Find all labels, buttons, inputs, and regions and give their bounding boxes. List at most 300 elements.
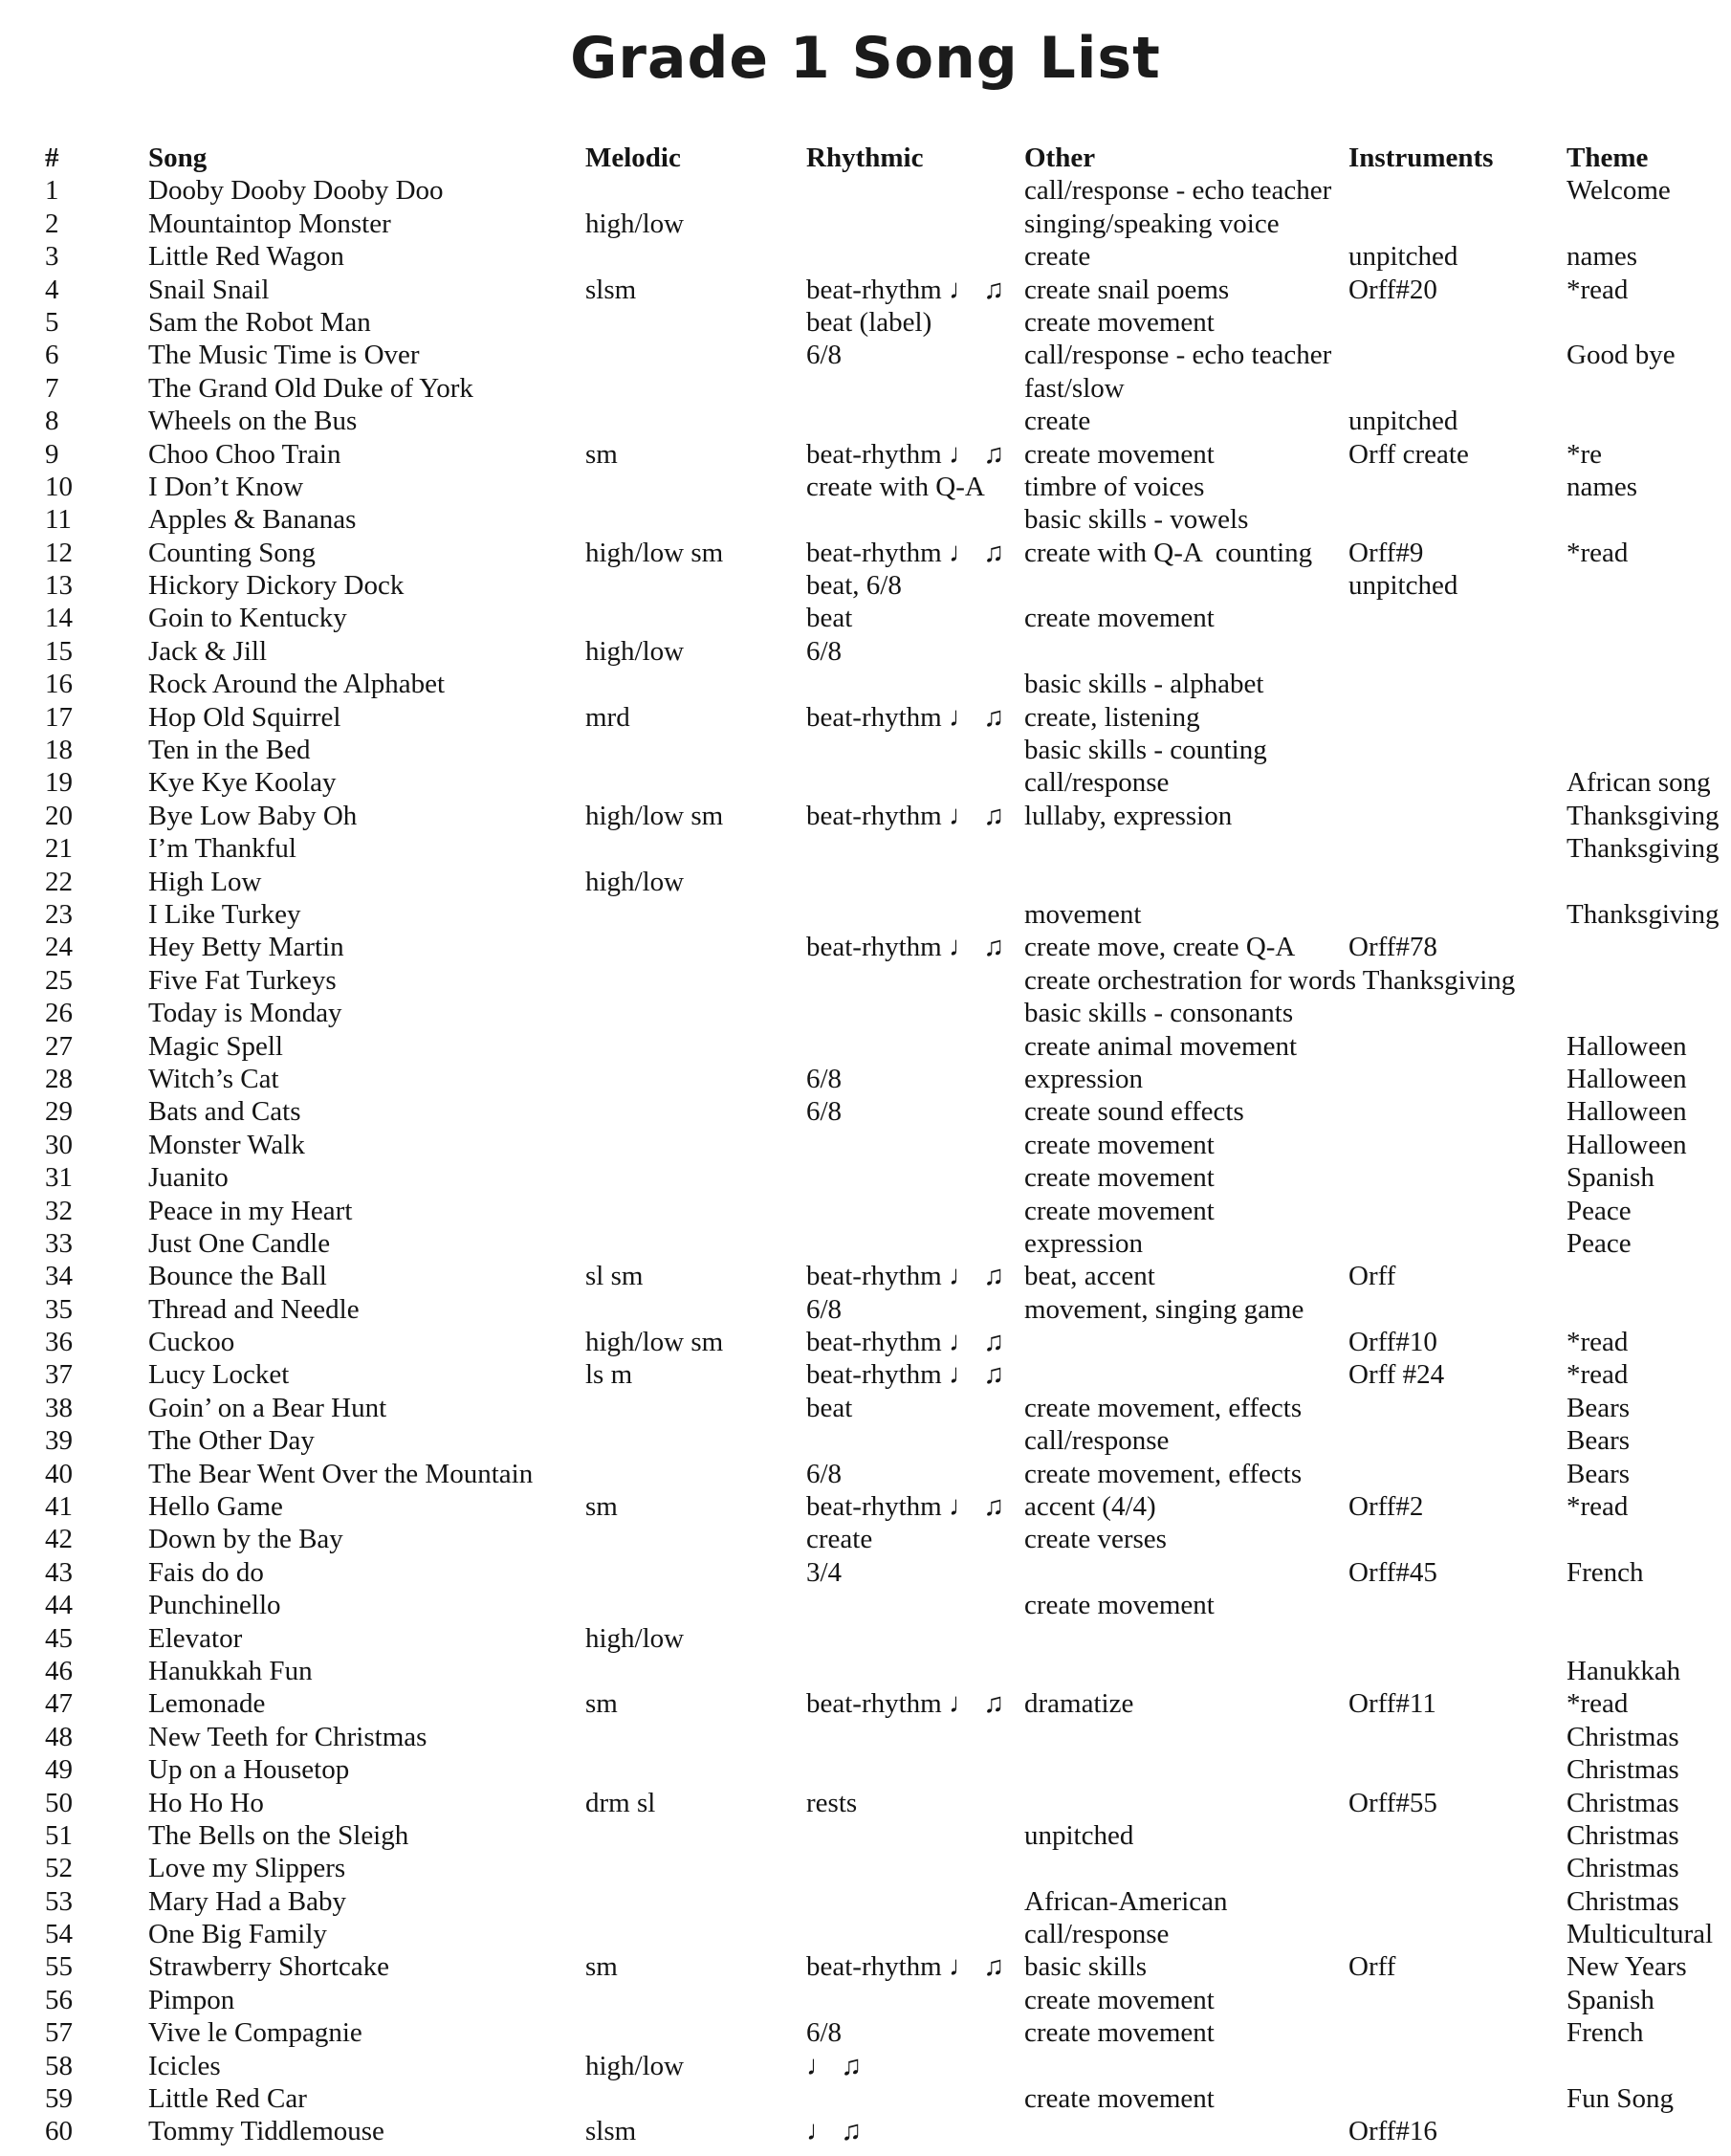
cell-theme bbox=[1567, 997, 1731, 1029]
cell-number: 40 bbox=[45, 1458, 73, 1489]
cell-rhythmic bbox=[806, 405, 1024, 437]
cell-theme bbox=[1567, 503, 1731, 536]
cell-song: Bye Low Baby Oh bbox=[148, 800, 358, 831]
cell-instruments bbox=[1348, 1852, 1567, 1884]
cell-number: 10 bbox=[45, 471, 73, 502]
cell-melodic bbox=[585, 1458, 806, 1490]
cell-number: 26 bbox=[45, 998, 73, 1029]
cell-song: Punchinello bbox=[148, 1590, 281, 1621]
cell-rhythmic: beat-rhythm ♩ ♫ bbox=[806, 1327, 1004, 1358]
cell-number: 14 bbox=[45, 603, 73, 634]
cell-melodic bbox=[585, 602, 806, 634]
cell-number: 56 bbox=[45, 1984, 73, 2015]
cell-rhythmic bbox=[806, 1852, 1024, 1884]
cell-melodic bbox=[585, 174, 806, 207]
cell-theme: *re bbox=[1567, 438, 1603, 470]
cell-instruments: unpitched bbox=[1348, 570, 1458, 602]
cell-other bbox=[1024, 1655, 1348, 1687]
cell-rhythmic: rests bbox=[806, 1787, 858, 1818]
cell-theme: New Years bbox=[1567, 1951, 1687, 1983]
cell-other: basic skills bbox=[1024, 1951, 1148, 1983]
cell-instruments: Orff bbox=[1348, 1951, 1396, 1983]
cell-melodic bbox=[585, 1392, 806, 1424]
cell-melodic: ls m bbox=[585, 1359, 633, 1391]
cell-other bbox=[1024, 1852, 1348, 1884]
cell-number: 3 bbox=[45, 241, 59, 273]
cell-other bbox=[1024, 1753, 1348, 1786]
cell-rhythmic: beat-rhythm ♩ ♫ bbox=[806, 1491, 1004, 1523]
cell-rhythmic: beat-rhythm ♩ ♫ bbox=[806, 1359, 1004, 1391]
cell-theme: Thanksgiving bbox=[1567, 800, 1720, 831]
cell-other: movement, singing game bbox=[1024, 1293, 1304, 1325]
cell-melodic bbox=[585, 997, 806, 1029]
cell-other: create snail poems bbox=[1024, 274, 1230, 305]
cell-melodic bbox=[585, 964, 806, 997]
cell-other bbox=[1024, 1787, 1348, 1819]
cell-other: accent (4/4) bbox=[1024, 1491, 1156, 1523]
cell-other: create movement bbox=[1024, 306, 1215, 338]
cell-melodic: sm bbox=[585, 1951, 618, 1983]
cell-other: create bbox=[1024, 406, 1091, 437]
cell-rhythmic: 6/8 bbox=[806, 1293, 843, 1325]
cell-rhythmic: beat-rhythm ♩ ♫ bbox=[806, 932, 1004, 963]
cell-other: beat, accent bbox=[1024, 1261, 1155, 1292]
cell-melodic bbox=[585, 1753, 806, 1786]
cell-other bbox=[1024, 866, 1348, 898]
cell-song: Love my Slippers bbox=[148, 1853, 346, 1884]
cell-theme: Christmas bbox=[1567, 1754, 1679, 1786]
cell-rhythmic bbox=[806, 832, 1024, 865]
cell-other: create verses bbox=[1024, 1524, 1167, 1555]
cell-other: create movement, effects bbox=[1024, 1392, 1303, 1423]
cell-number: 9 bbox=[45, 438, 59, 470]
cell-theme: Halloween bbox=[1567, 1063, 1687, 1094]
cell-melodic bbox=[585, 1161, 806, 1194]
cell-other: create orchestration for words Thanksgiving bbox=[1024, 964, 1516, 996]
cell-instruments: Orff#78 bbox=[1348, 932, 1437, 963]
cell-other: basic skills - alphabet bbox=[1024, 669, 1264, 700]
header-theme: Theme bbox=[1567, 143, 1649, 173]
cell-number: 60 bbox=[45, 2116, 73, 2147]
cell-rhythmic: beat-rhythm ♩ ♫ bbox=[806, 274, 1004, 305]
cell-number: 37 bbox=[45, 1359, 73, 1391]
cell-number: 38 bbox=[45, 1392, 73, 1423]
cell-theme: Bears bbox=[1567, 1425, 1631, 1457]
cell-song: Down by the Bay bbox=[148, 1524, 343, 1555]
cell-theme bbox=[1567, 2050, 1731, 2082]
cell-theme: Bears bbox=[1567, 1392, 1631, 1423]
cell-other: create movement, effects bbox=[1024, 1458, 1303, 1489]
cell-instruments bbox=[1348, 1458, 1567, 1490]
cell-song: Kye Kye Koolay bbox=[148, 767, 337, 799]
cell-melodic bbox=[585, 1523, 806, 1555]
cell-song: I’m Thankful bbox=[148, 833, 296, 865]
cell-melodic bbox=[585, 1655, 806, 1687]
cell-number: 55 bbox=[45, 1951, 73, 1983]
cell-rhythmic: 6/8 bbox=[806, 1458, 843, 1489]
cell-song: The Other Day bbox=[148, 1425, 315, 1457]
cell-song: Magic Spell bbox=[148, 1030, 283, 1062]
cell-song: Little Red Wagon bbox=[148, 241, 344, 273]
cell-rhythmic bbox=[806, 1129, 1024, 1161]
cell-melodic: sm bbox=[585, 1491, 618, 1523]
cell-theme: Halloween bbox=[1567, 1030, 1687, 1062]
cell-instruments bbox=[1348, 1622, 1567, 1655]
cell-other: basic skills - counting bbox=[1024, 735, 1267, 766]
cell-melodic bbox=[585, 1885, 806, 1918]
cell-song: Counting Song bbox=[148, 537, 316, 568]
cell-theme bbox=[1567, 602, 1731, 634]
cell-instruments: Orff create bbox=[1348, 438, 1469, 470]
cell-theme: Welcome bbox=[1567, 175, 1671, 207]
cell-instruments bbox=[1348, 471, 1567, 503]
cell-rhythmic bbox=[806, 174, 1024, 207]
cell-number: 44 bbox=[45, 1590, 73, 1621]
cell-melodic bbox=[585, 471, 806, 503]
cell-instruments bbox=[1348, 372, 1567, 405]
cell-theme: *read bbox=[1567, 1327, 1629, 1358]
cell-song: Five Fat Turkeys bbox=[148, 964, 337, 996]
cell-theme: Thanksgiving bbox=[1567, 898, 1720, 930]
cell-song: Up on a Housetop bbox=[148, 1754, 350, 1786]
cell-number: 8 bbox=[45, 406, 59, 437]
song-list-table bbox=[45, 142, 1731, 2148]
cell-number: 30 bbox=[45, 1129, 73, 1160]
cell-other: create bbox=[1024, 241, 1091, 273]
cell-theme: *read bbox=[1567, 1359, 1629, 1391]
cell-other bbox=[1024, 1721, 1348, 1753]
cell-instruments: Orff#10 bbox=[1348, 1327, 1437, 1358]
cell-song: Lucy Locket bbox=[148, 1359, 290, 1391]
cell-melodic bbox=[585, 1227, 806, 1260]
cell-rhythmic bbox=[806, 766, 1024, 799]
cell-theme: Peace bbox=[1567, 1227, 1632, 1259]
cell-melodic bbox=[585, 306, 806, 339]
cell-melodic bbox=[585, 240, 806, 273]
cell-song: Hello Game bbox=[148, 1491, 283, 1523]
cell-theme bbox=[1567, 1622, 1731, 1655]
cell-theme: Halloween bbox=[1567, 1129, 1687, 1160]
cell-song: I Like Turkey bbox=[148, 898, 301, 930]
cell-number: 6 bbox=[45, 340, 59, 371]
cell-other: call/response bbox=[1024, 767, 1170, 799]
cell-melodic: high/low sm bbox=[585, 537, 724, 568]
cell-melodic bbox=[585, 1424, 806, 1457]
cell-instruments: Orff#20 bbox=[1348, 274, 1437, 305]
cell-melodic bbox=[585, 1589, 806, 1621]
cell-rhythmic: create with Q-A bbox=[806, 471, 985, 502]
cell-instruments bbox=[1348, 1161, 1567, 1194]
cell-instruments bbox=[1348, 2016, 1567, 2049]
cell-number: 11 bbox=[45, 504, 72, 536]
cell-other: movement bbox=[1024, 898, 1142, 930]
cell-theme: Bears bbox=[1567, 1458, 1631, 1489]
cell-instruments bbox=[1348, 1523, 1567, 1555]
cell-song: Goin to Kentucky bbox=[148, 603, 347, 634]
cell-song: Snail Snail bbox=[148, 274, 270, 305]
cell-instruments bbox=[1348, 701, 1567, 734]
cell-rhythmic bbox=[806, 1655, 1024, 1687]
cell-rhythmic: 3/4 bbox=[806, 1556, 843, 1588]
cell-rhythmic: beat-rhythm ♩ ♫ bbox=[806, 701, 1004, 733]
cell-theme: Peace bbox=[1567, 1195, 1632, 1226]
cell-song: High Low bbox=[148, 866, 262, 897]
cell-theme: Good bye bbox=[1567, 340, 1676, 371]
cell-other bbox=[1024, 2050, 1348, 2082]
header-other: Other bbox=[1024, 143, 1096, 173]
cell-melodic: high/low bbox=[585, 208, 685, 239]
cell-number: 41 bbox=[45, 1491, 73, 1523]
cell-melodic bbox=[585, 1195, 806, 1227]
cell-instruments bbox=[1348, 1885, 1567, 1918]
cell-melodic bbox=[585, 372, 806, 405]
cell-theme bbox=[1567, 866, 1731, 898]
cell-number: 1 bbox=[45, 175, 59, 207]
cell-song: Bats and Cats bbox=[148, 1096, 301, 1128]
cell-number: 36 bbox=[45, 1327, 73, 1358]
cell-other bbox=[1024, 1358, 1348, 1391]
cell-song: Elevator bbox=[148, 1622, 243, 1654]
cell-instruments: Orff#9 bbox=[1348, 537, 1424, 568]
cell-song: The Grand Old Duke of York bbox=[148, 372, 473, 404]
cell-other: call/response - echo teacher bbox=[1024, 340, 1332, 371]
cell-number: 25 bbox=[45, 964, 73, 996]
cell-rhythmic bbox=[806, 1589, 1024, 1621]
cell-instruments bbox=[1348, 1392, 1567, 1424]
cell-rhythmic bbox=[806, 1030, 1024, 1063]
cell-rhythmic: 6/8 bbox=[806, 1063, 843, 1094]
cell-theme: French bbox=[1567, 1556, 1644, 1588]
cell-instruments bbox=[1348, 1063, 1567, 1095]
header-number: # bbox=[45, 143, 59, 173]
cell-rhythmic bbox=[806, 1195, 1024, 1227]
cell-instruments bbox=[1348, 339, 1567, 371]
cell-theme bbox=[1567, 931, 1731, 963]
cell-theme: Halloween bbox=[1567, 1096, 1687, 1128]
cell-instruments bbox=[1348, 1918, 1567, 1950]
cell-number: 53 bbox=[45, 1885, 73, 1917]
cell-theme bbox=[1567, 1260, 1731, 1292]
cell-melodic bbox=[585, 668, 806, 700]
cell-melodic bbox=[585, 569, 806, 602]
cell-song: I Don’t Know bbox=[148, 471, 304, 502]
cell-melodic bbox=[585, 2082, 806, 2115]
cell-instruments: unpitched bbox=[1348, 241, 1458, 273]
cell-melodic bbox=[585, 1030, 806, 1063]
cell-theme: Fun Song bbox=[1567, 2083, 1675, 2115]
cell-instruments bbox=[1348, 602, 1567, 634]
cell-number: 45 bbox=[45, 1622, 73, 1654]
cell-instruments bbox=[1348, 766, 1567, 799]
cell-melodic: sl sm bbox=[585, 1261, 644, 1292]
cell-number: 2 bbox=[45, 208, 59, 239]
cell-other: African-American bbox=[1024, 1885, 1228, 1917]
cell-number: 32 bbox=[45, 1195, 73, 1226]
cell-song: Dooby Dooby Dooby Doo bbox=[148, 175, 444, 207]
cell-number: 28 bbox=[45, 1063, 73, 1094]
cell-instruments bbox=[1348, 1424, 1567, 1457]
cell-other: create animal movement bbox=[1024, 1030, 1298, 1062]
cell-instruments bbox=[1348, 734, 1567, 766]
cell-song: Wheels on the Bus bbox=[148, 406, 358, 437]
cell-theme: Multicultural bbox=[1567, 1919, 1714, 1950]
cell-melodic bbox=[585, 2016, 806, 2049]
cell-instruments bbox=[1348, 208, 1567, 240]
cell-rhythmic bbox=[806, 898, 1024, 931]
cell-song: Strawberry Shortcake bbox=[148, 1951, 390, 1983]
cell-number: 52 bbox=[45, 1853, 73, 1884]
cell-theme: Spanish bbox=[1567, 1984, 1654, 2015]
cell-song: Cuckoo bbox=[148, 1327, 235, 1358]
cell-theme: Thanksgiving bbox=[1567, 833, 1720, 865]
cell-instruments bbox=[1348, 1589, 1567, 1621]
cell-rhythmic bbox=[806, 997, 1024, 1029]
cell-theme bbox=[1567, 635, 1731, 668]
cell-rhythmic: beat, 6/8 bbox=[806, 570, 902, 602]
cell-rhythmic: beat-rhythm ♩ ♫ bbox=[806, 1688, 1004, 1720]
cell-number: 23 bbox=[45, 898, 73, 930]
cell-other: create movement bbox=[1024, 2017, 1215, 2049]
cell-instruments bbox=[1348, 800, 1567, 832]
cell-other bbox=[1024, 2115, 1348, 2147]
cell-rhythmic bbox=[806, 964, 1024, 997]
cell-melodic: high/low bbox=[585, 635, 685, 667]
cell-instruments bbox=[1348, 866, 1567, 898]
cell-song: Hanukkah Fun bbox=[148, 1655, 313, 1686]
header-melodic: Melodic bbox=[585, 143, 681, 173]
cell-melodic: slsm bbox=[585, 274, 637, 305]
cell-song: Hickory Dickory Dock bbox=[148, 570, 405, 602]
cell-number: 13 bbox=[45, 570, 73, 602]
cell-melodic: sm bbox=[585, 438, 618, 470]
cell-theme bbox=[1567, 701, 1731, 734]
cell-theme: names bbox=[1567, 471, 1638, 502]
cell-other bbox=[1024, 569, 1348, 602]
cell-rhythmic: 6/8 bbox=[806, 1096, 843, 1128]
cell-instruments bbox=[1348, 964, 1567, 997]
cell-song: Witch’s Cat bbox=[148, 1063, 279, 1094]
cell-rhythmic: beat bbox=[806, 1392, 853, 1423]
cell-theme: *read bbox=[1567, 537, 1629, 568]
cell-song: Choo Choo Train bbox=[148, 438, 341, 470]
cell-theme bbox=[1567, 2115, 1731, 2147]
cell-number: 4 bbox=[45, 274, 59, 305]
cell-instruments bbox=[1348, 668, 1567, 700]
cell-other: create movement bbox=[1024, 1195, 1215, 1226]
cell-rhythmic: beat bbox=[806, 603, 853, 634]
cell-rhythmic bbox=[806, 2082, 1024, 2115]
cell-number: 59 bbox=[45, 2083, 73, 2115]
cell-melodic bbox=[585, 1095, 806, 1128]
cell-melodic bbox=[585, 339, 806, 371]
cell-song: Fais do do bbox=[148, 1556, 264, 1588]
cell-instruments bbox=[1348, 997, 1567, 1029]
cell-other: unpitched bbox=[1024, 1819, 1134, 1851]
cell-song: The Music Time is Over bbox=[148, 340, 420, 371]
cell-theme: Spanish bbox=[1567, 1162, 1654, 1194]
cell-other: call/response bbox=[1024, 1919, 1170, 1950]
cell-song: Juanito bbox=[148, 1162, 229, 1194]
cell-other: basic skills - vowels bbox=[1024, 504, 1249, 536]
cell-melodic bbox=[585, 405, 806, 437]
cell-rhythmic bbox=[806, 1984, 1024, 2016]
cell-instruments: Orff#11 bbox=[1348, 1688, 1436, 1720]
cell-number: 57 bbox=[45, 2017, 73, 2049]
cell-song: Today is Monday bbox=[148, 998, 342, 1029]
cell-theme: Christmas bbox=[1567, 1885, 1679, 1917]
cell-other: create movement bbox=[1024, 1129, 1215, 1160]
cell-number: 47 bbox=[45, 1688, 73, 1720]
cell-theme: Christmas bbox=[1567, 1787, 1679, 1818]
cell-number: 20 bbox=[45, 800, 73, 831]
cell-rhythmic: beat-rhythm ♩ ♫ bbox=[806, 438, 1004, 470]
cell-song: Mary Had a Baby bbox=[148, 1885, 346, 1917]
cell-rhythmic bbox=[806, 372, 1024, 405]
cell-melodic: sm bbox=[585, 1688, 618, 1720]
cell-number: 51 bbox=[45, 1819, 73, 1851]
cell-theme bbox=[1567, 208, 1731, 240]
cell-other: call/response - echo teacher bbox=[1024, 175, 1332, 207]
cell-other: create movement bbox=[1024, 2083, 1215, 2115]
cell-song: Hop Old Squirrel bbox=[148, 701, 341, 733]
cell-number: 50 bbox=[45, 1787, 73, 1818]
cell-instruments bbox=[1348, 1227, 1567, 1260]
cell-melodic bbox=[585, 898, 806, 931]
cell-instruments bbox=[1348, 1195, 1567, 1227]
cell-melodic bbox=[585, 1721, 806, 1753]
cell-rhythmic bbox=[806, 1753, 1024, 1786]
cell-rhythmic bbox=[806, 1161, 1024, 1194]
cell-number: 21 bbox=[45, 833, 73, 865]
cell-number: 33 bbox=[45, 1227, 73, 1259]
cell-theme: French bbox=[1567, 2017, 1644, 2049]
cell-rhythmic: beat-rhythm ♩ ♫ bbox=[806, 800, 1004, 831]
cell-instruments bbox=[1348, 2082, 1567, 2115]
cell-rhythmic bbox=[806, 208, 1024, 240]
cell-song: Mountaintop Monster bbox=[148, 208, 391, 239]
cell-melodic: mrd bbox=[585, 701, 630, 733]
cell-number: 19 bbox=[45, 767, 73, 799]
cell-number: 34 bbox=[45, 1261, 73, 1292]
cell-other: create movement bbox=[1024, 1984, 1215, 2015]
cell-song: Monster Walk bbox=[148, 1129, 305, 1160]
cell-song: Peace in my Heart bbox=[148, 1195, 353, 1226]
cell-number: 46 bbox=[45, 1655, 73, 1686]
cell-instruments bbox=[1348, 1129, 1567, 1161]
cell-other bbox=[1024, 635, 1348, 668]
cell-number: 18 bbox=[45, 735, 73, 766]
cell-instruments: Orff#16 bbox=[1348, 2116, 1437, 2147]
cell-theme: Hanukkah bbox=[1567, 1655, 1681, 1686]
cell-other: create movement bbox=[1024, 1162, 1215, 1194]
cell-number: 49 bbox=[45, 1754, 73, 1786]
cell-rhythmic: ♩ ♫ bbox=[806, 2050, 862, 2081]
cell-song: The Bells on the Sleigh bbox=[148, 1819, 409, 1851]
cell-rhythmic: ♩ ♫ bbox=[806, 2116, 862, 2147]
cell-number: 54 bbox=[45, 1919, 73, 1950]
cell-theme bbox=[1567, 372, 1731, 405]
cell-melodic bbox=[585, 1984, 806, 2016]
cell-melodic bbox=[585, 931, 806, 963]
cell-song: Apples & Bananas bbox=[148, 504, 357, 536]
cell-melodic bbox=[585, 503, 806, 536]
cell-instruments bbox=[1348, 1095, 1567, 1128]
cell-number: 35 bbox=[45, 1293, 73, 1325]
cell-number: 39 bbox=[45, 1425, 73, 1457]
cell-theme bbox=[1567, 306, 1731, 339]
cell-instruments bbox=[1348, 306, 1567, 339]
cell-melodic: slsm bbox=[585, 2116, 637, 2147]
